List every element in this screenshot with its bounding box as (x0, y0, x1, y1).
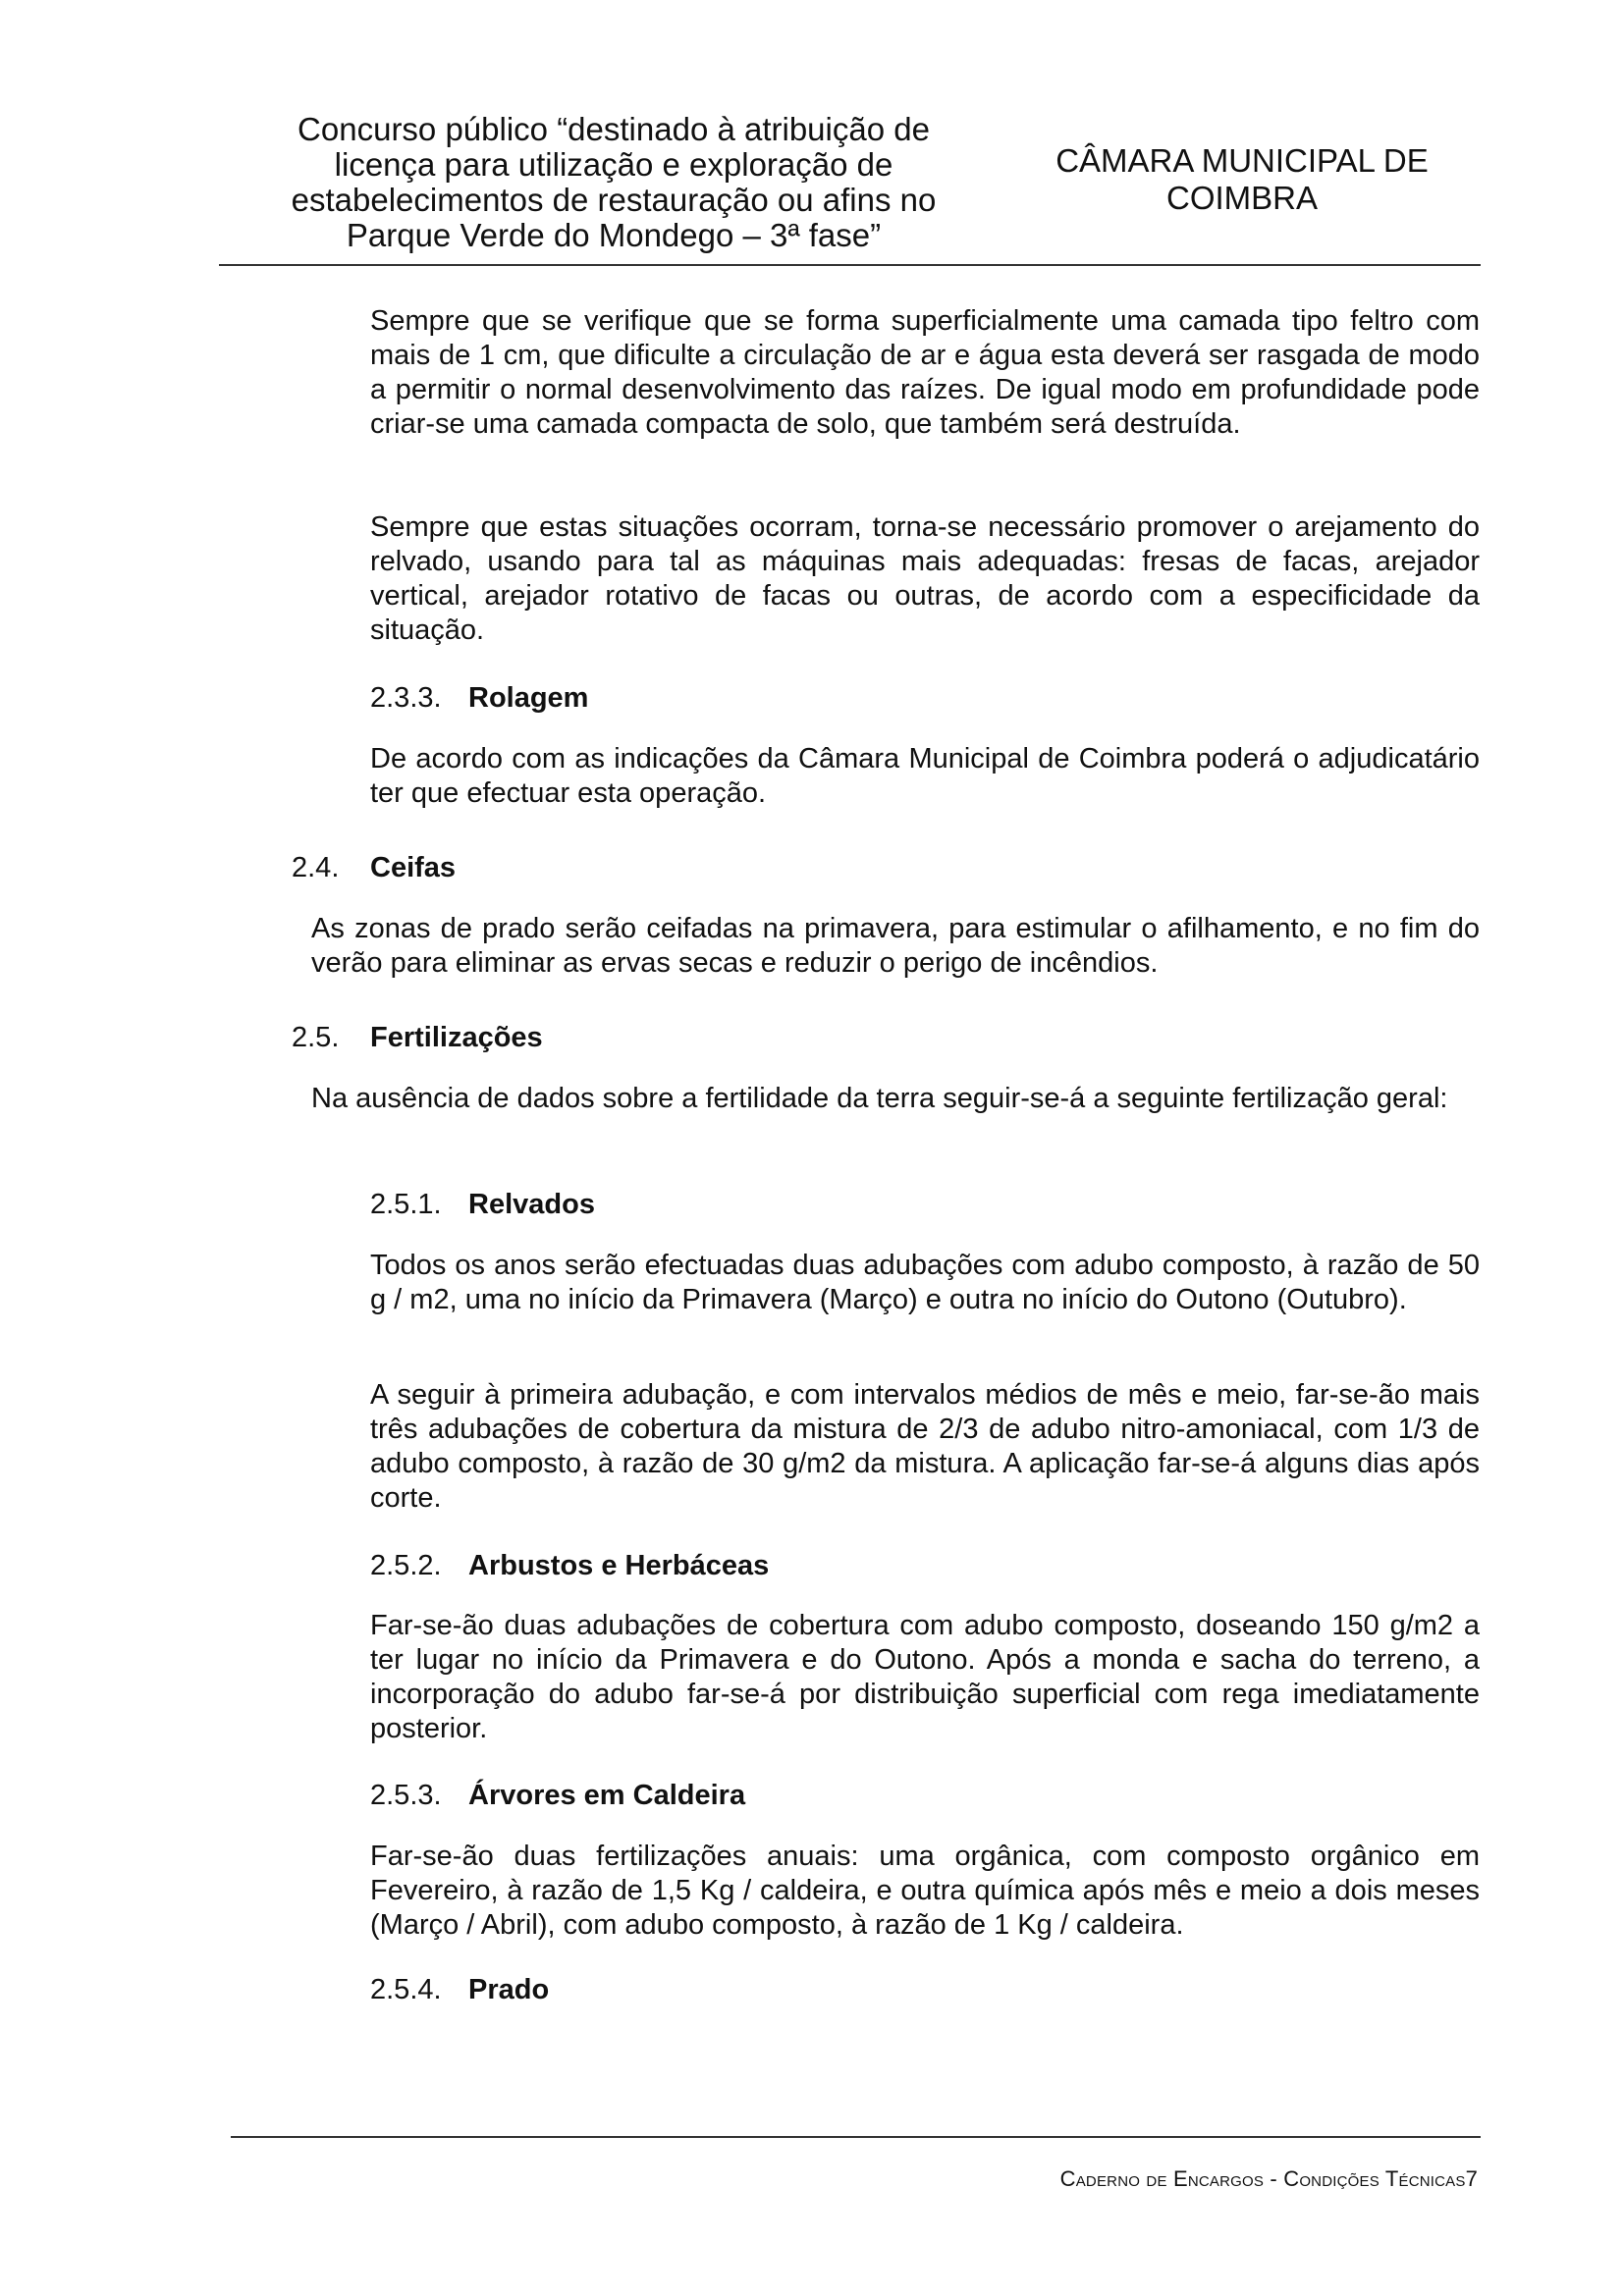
section-number: 2.3.3. (370, 682, 442, 714)
section-heading-2-4 (292, 851, 456, 885)
section-heading-2-3-3 (370, 681, 588, 716)
section-heading-2-5-4 (370, 1973, 549, 2007)
section-title: Relvados (468, 1189, 595, 1220)
footer-document-title: Caderno de Encargos - Condições Técnicas (1059, 2166, 1466, 2191)
header-contest-title (250, 112, 977, 253)
section-title: Rolagem (468, 682, 589, 714)
paragraph-fertilization-intro: Na ausência de dados sobre a fertilidade da terra seguir-se-á a seguinte fertilização geral: (311, 1083, 1448, 1114)
header-divider (219, 264, 1481, 266)
section-title: Árvores em Caldeira (468, 1780, 746, 1811)
header-title-line: estabelecimentos de restauração ou afins no (291, 182, 937, 218)
section-number: 2.5.2. (370, 1550, 442, 1581)
section-heading-2-5-3 (370, 1779, 745, 1813)
section-number: 2.5.4. (370, 1974, 442, 2005)
header-organization-line: CÂMARA MUNICIPAL DE (1055, 142, 1429, 179)
page-footer (1060, 2166, 1478, 2192)
header-organization (1021, 142, 1463, 217)
section-title: Ceifas (370, 852, 457, 883)
paragraph-rolling: De acordo com as indicações da Câmara Municipal de Coimbra poderá o adjudicatário ter que efectuar esta operação. (370, 743, 1480, 809)
section-title: Arbustos e Herbáceas (468, 1550, 770, 1581)
header-title-line: Concurso público “destinado à atribuição de (298, 111, 930, 147)
paragraph-mowing: As zonas de prado serão ceifadas na primavera, para estimular o afilhamento, e no fim do verão para eliminar as ervas secas e reduzir o perigo de incêndios. (311, 913, 1480, 979)
section-title: Prado (468, 1974, 550, 2005)
page-number: 7 (1465, 2166, 1478, 2191)
paragraph-topdressing: A seguir à primeira adubação, e com intervalos médios de mês e meio, far-se-ão mais três adubações de cobertura da mistura de 2/3 de adubo nitro-amoniacal, com 1/3 de adubo composto, à razão de 30 g/m2 da mistura. A aplicação far-se-á alguns dias após corte. (370, 1379, 1480, 1514)
paragraph-shrubs-fertilization: Far-se-ão duas adubações de cobertura com adubo composto, doseando 150 g/m2 a ter lugar no início da Primavera e do Outono. Após a monda e sacha do terreno, a incorporação do adubo far-se-á por distribuição superficial com rega imediatamente posterior. (370, 1610, 1480, 1744)
paragraph-aeration: Sempre que estas situações ocorram, torna-se necessário promover o arejamento do relvado, usando para tal as máquinas mais adequadas: fresas de facas, arejador vertical, arejador rotativo de facas ou outras, de acordo com a especificidade da situação. (370, 511, 1480, 646)
header-organization-line: COIMBRA (1165, 180, 1318, 216)
section-heading-2-5 (292, 1021, 543, 1055)
section-number: 2.4. (292, 852, 340, 883)
section-number: 2.5. (292, 1022, 340, 1053)
paragraph-trees-fertilization: Far-se-ão duas fertilizações anuais: uma orgânica, com composto orgânico em Fevereiro, à razão de 1,5 Kg / caldeira, e outra química após mês e meio a dois meses (Março / Abril), com adubo composto, à razão de 1 Kg / caldeira. (370, 1841, 1480, 1941)
header-title-line: Parque Verde do Mondego – 3ª fase” (346, 217, 882, 253)
paragraph-felt-layer: Sempre que se verifique que se forma superficialmente uma camada tipo feltro com mais de 1 cm, que dificulte a circulação de ar e água esta deverá ser rasgada de modo a permitir o normal desenvolvimento das raízes. De igual modo em profundidade pode criar-se uma camada compacta de solo, que também será destruída. (370, 305, 1480, 440)
section-heading-2-5-1 (370, 1188, 595, 1222)
footer-divider (231, 2136, 1481, 2138)
header-title-line: licença para utilização e exploração de (334, 146, 893, 183)
section-heading-2-5-2 (370, 1549, 769, 1583)
paragraph-lawns-fertilization: Todos os anos serão efectuadas duas adubações com adubo composto, à razão de 50 g / m2, uma no início da Primavera (Março) e outra no início do Outono (Outubro). (370, 1250, 1480, 1315)
section-number: 2.5.3. (370, 1780, 442, 1811)
section-number: 2.5.1. (370, 1189, 442, 1220)
section-title: Fertilizações (370, 1022, 543, 1053)
